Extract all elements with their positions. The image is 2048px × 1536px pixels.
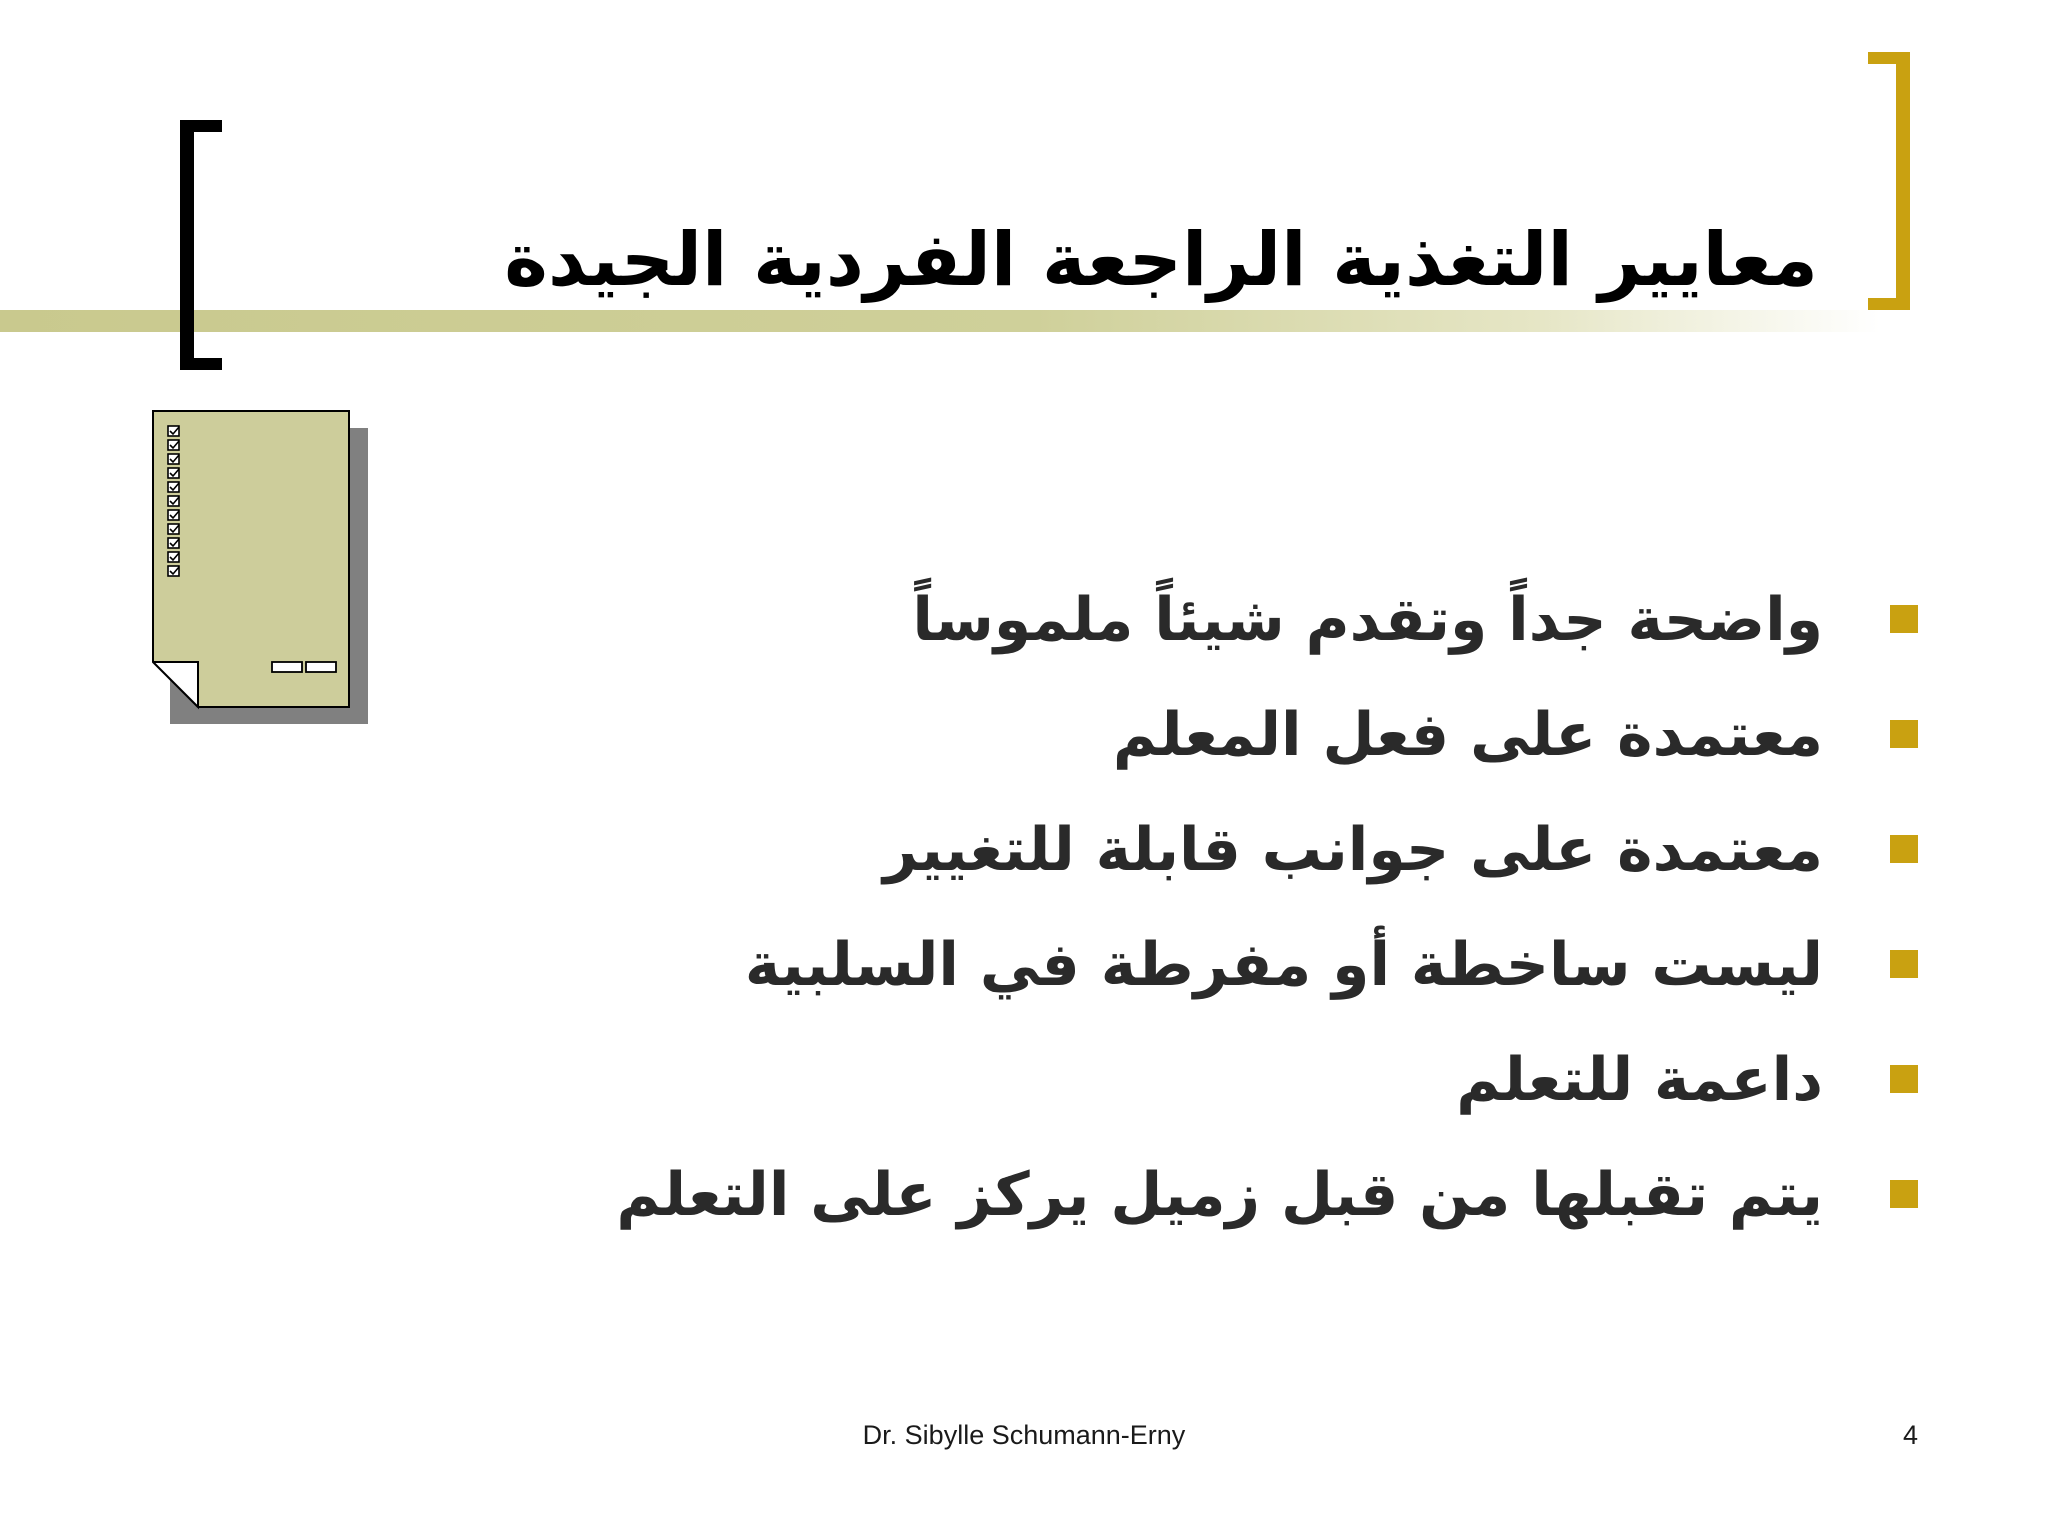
square-bullet-icon: [1890, 720, 1918, 748]
square-bullet-icon: [1890, 835, 1918, 863]
bullet-item: [718, 575, 1918, 690]
bullet-list: [616, 575, 1918, 1265]
square-bullet-icon: [1890, 950, 1918, 978]
bullet-text: معتمدة على فعل المعلم: [1112, 700, 1823, 770]
bullet-item: [718, 805, 1918, 920]
square-bullet-icon: [1890, 605, 1918, 633]
page-number: 4: [1902, 1420, 1918, 1450]
checklist-document-icon: [152, 410, 352, 710]
bullet-item: [616, 1150, 1918, 1265]
bullet-text: يتم تقبلها من قبل زميل يركز على التعلم: [616, 1160, 1823, 1230]
square-bullet-icon: [1890, 1065, 1918, 1093]
title-underline-bar: [0, 310, 1880, 332]
bullet-text: واضحة جداً وتقدم شيئاً ملموساً: [912, 585, 1823, 655]
left-bracket-decoration: [180, 120, 222, 370]
slide-title: معايير التغذية الراجعة الفردية الجيدة: [504, 217, 1818, 303]
bullet-item: [718, 1035, 1918, 1150]
bullet-text: ليست ساخطة أو مفرطة في السلبية: [744, 930, 1823, 1000]
bullet-item: [718, 690, 1918, 805]
bullet-text: داعمة للتعلم: [1456, 1045, 1823, 1115]
square-bullet-icon: [1890, 1180, 1918, 1208]
footer-author: Dr. Sibylle Schumann-Erny: [862, 1420, 1186, 1450]
right-bracket-decoration: [1868, 52, 1910, 310]
bullet-text: معتمدة على جوانب قابلة للتغيير: [883, 815, 1823, 885]
bullet-item: [718, 920, 1918, 1035]
